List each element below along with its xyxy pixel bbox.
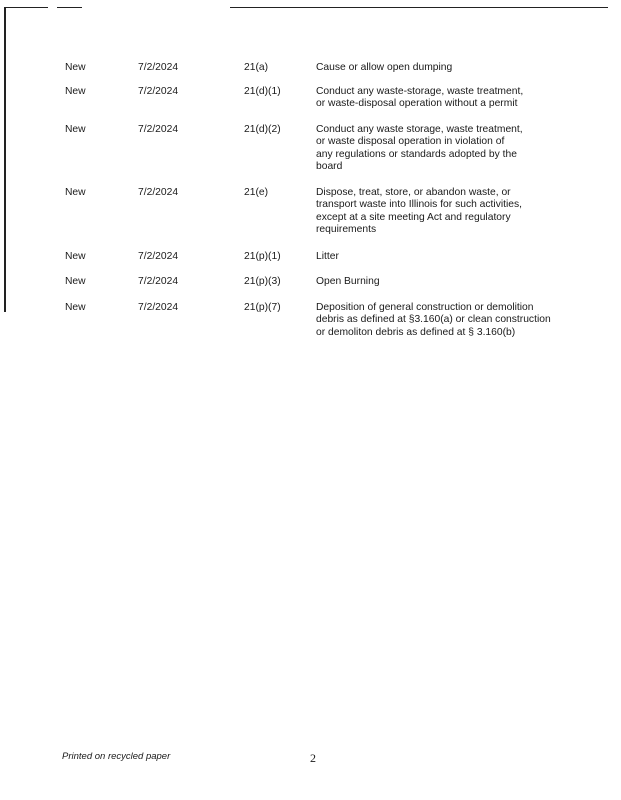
violation-status: New	[65, 187, 86, 198]
violation-status: New	[65, 276, 86, 287]
violation-section: 21(p)(1)	[244, 251, 281, 262]
violation-status: New	[65, 86, 86, 97]
violation-status: New	[65, 124, 86, 135]
violation-date: 7/2/2024	[138, 124, 179, 135]
violation-section: 21(d)(1)	[244, 86, 281, 97]
top-rule-left	[4, 7, 48, 8]
violation-date: 7/2/2024	[138, 251, 179, 262]
page-number: 2	[310, 751, 316, 765]
violation-date: 7/2/2024	[138, 302, 179, 313]
violation-description: Cause or allow open dumping	[316, 62, 453, 73]
violation-description: Dispose, treat, store, or abandon waste, or transport waste into Illinois for such activities, except at a site meeting Act and regulatory requirements	[316, 187, 523, 236]
violation-status: New	[65, 62, 86, 73]
violation-date: 7/2/2024	[138, 276, 179, 287]
violation-section: 21(a)	[244, 62, 269, 73]
violation-status: New	[65, 251, 86, 262]
violation-section: 21(e)	[244, 187, 269, 198]
top-rule-right	[230, 7, 608, 8]
violation-description: Deposition of general construction or demolition debris as defined at §3.160(a) or clean construction or demoliton debris as defined at § 3.160(b)	[316, 302, 551, 338]
violation-section: 21(p)(3)	[244, 276, 281, 287]
left-margin-bar	[4, 7, 6, 312]
violation-description: Open Burning	[316, 276, 380, 287]
violation-section: 21(d)(2)	[244, 124, 281, 135]
violation-date: 7/2/2024	[138, 62, 179, 73]
violation-description: Conduct any waste storage, waste treatment, or waste disposal operation in violation of any regulations or standards adopted by the board	[316, 124, 523, 173]
violation-date: 7/2/2024	[138, 187, 179, 198]
violation-description: Conduct any waste-storage, waste treatment, or waste-disposal operation without a permit	[316, 86, 524, 110]
violation-section: 21(p)(7)	[244, 302, 281, 313]
footer-recycled-note: Printed on recycled paper	[62, 751, 171, 762]
top-rule-short	[57, 7, 82, 8]
violation-description: Litter	[316, 251, 339, 262]
violation-date: 7/2/2024	[138, 86, 179, 97]
violation-status: New	[65, 302, 86, 313]
